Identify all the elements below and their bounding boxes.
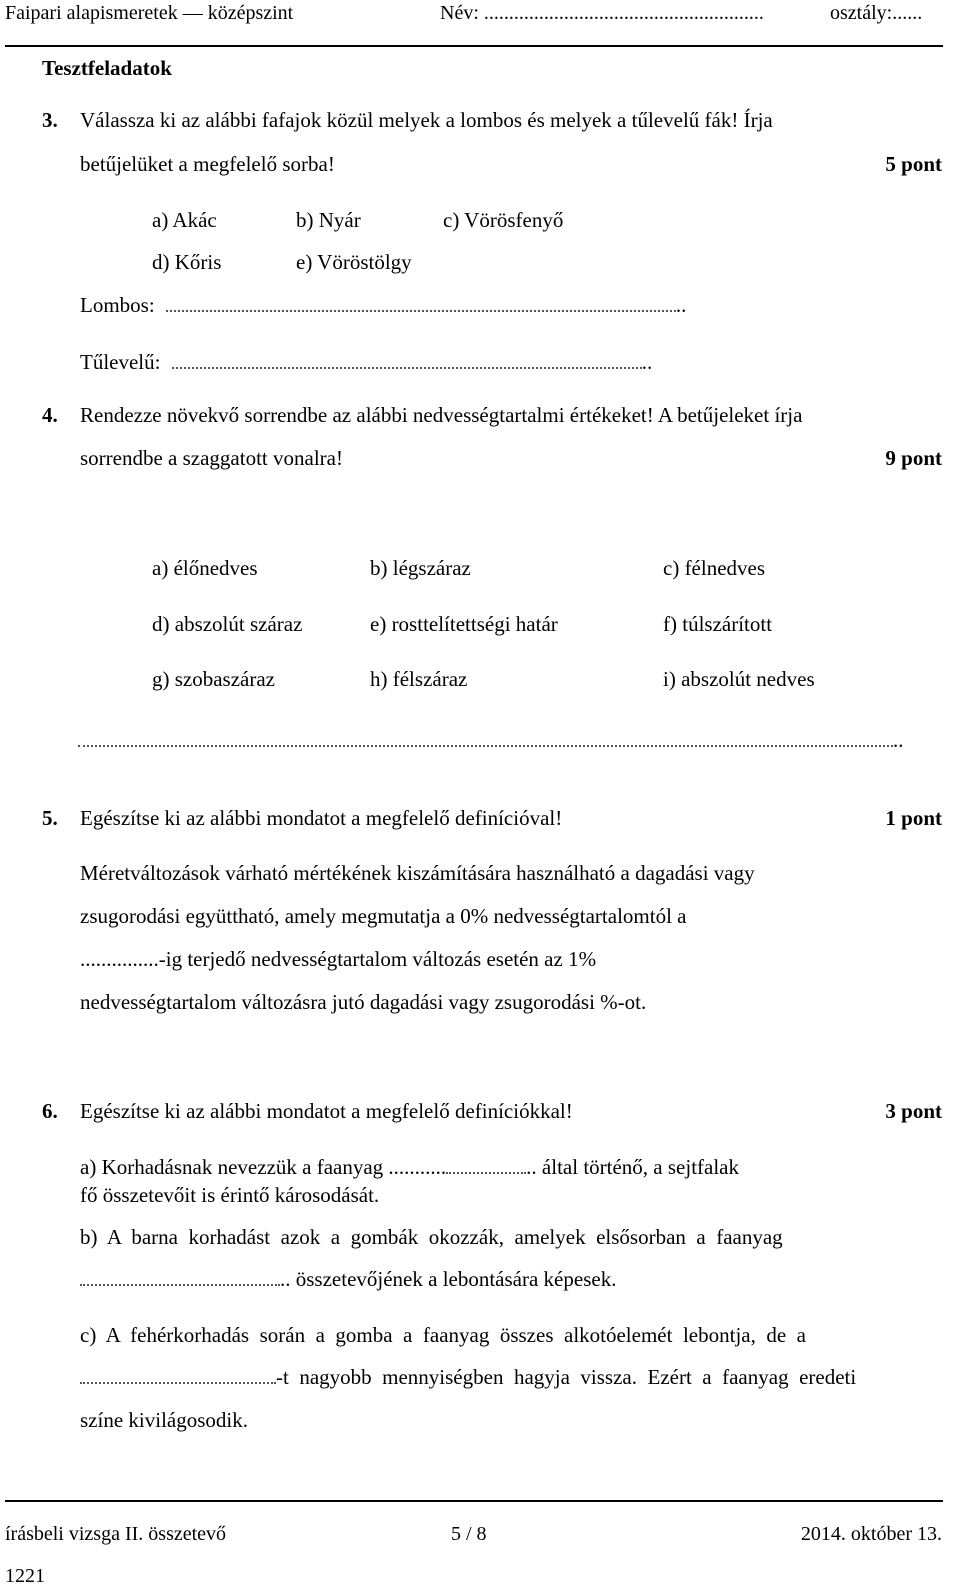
- q4-text-line1: Rendezze növekvő sorrendbe az alábbi nedvességtartalmi értékeket! A betűjeleket írja: [80, 403, 803, 427]
- section-title: Tesztfeladatok: [42, 56, 172, 80]
- q4-option-b: b) légszáraz: [370, 556, 471, 580]
- q5-body-line3[interactable]: ...............-ig terjedő nedvességtartalom változás esetén az 1%: [80, 947, 597, 971]
- q3-tuleveluk-blank[interactable]: [172, 366, 642, 369]
- q3-lombos-blank[interactable]: [166, 309, 676, 312]
- q5-points: 1 pont: [885, 806, 942, 830]
- q6-number: 6.: [42, 1099, 58, 1123]
- q5-body-line2: zsugorodási együttható, amely megmutatja a 0% nedvességtartalomtól a: [80, 904, 687, 928]
- q5-number: 5.: [42, 806, 58, 830]
- q4-answer-row[interactable]: [78, 730, 904, 751]
- q3-option-d: d) Kőris: [152, 250, 222, 274]
- q6-c-blank[interactable]: [80, 1381, 276, 1384]
- q4-option-i: i) abszolút nedves: [663, 667, 815, 691]
- q6-a-end: .. által történő, a sejtfalak: [526, 1155, 740, 1179]
- q3-lombos-row[interactable]: [80, 295, 686, 316]
- footer-rule: [5, 1500, 943, 1502]
- q4-points: 9 pont: [885, 446, 942, 470]
- q4-answer-blank[interactable]: [78, 744, 893, 747]
- q6-b-line2[interactable]: [80, 1269, 616, 1290]
- q6-b-end: .. összetevőjének a lebontására képesek.: [280, 1267, 617, 1291]
- q6-points: 3 pont: [885, 1099, 942, 1123]
- q3-lombos-label: Lombos:: [80, 293, 155, 317]
- q6-c-end: -t nagyobb mennyiségben hagyja vissza. Ezért a faanyag eredeti: [276, 1365, 857, 1389]
- q5-body-line4: nedvességtartalom változásra jutó dagadási vagy zsugorodási %-ot.: [80, 990, 647, 1014]
- q6-b-line1: b) A barna korhadást azok a gombák okozzák, amelyek elsősorban a faanyag: [80, 1225, 783, 1249]
- q6-text: Egészítse ki az alábbi mondatot a megfelelő definíciókkal!: [80, 1099, 573, 1123]
- q4-option-h: h) félszáraz: [370, 667, 468, 691]
- q4-number: 4.: [42, 403, 58, 427]
- q6-c-line1: c) A fehérkorhadás során a gomba a faanyag összes alkotóelemét lebontja, de a: [80, 1323, 806, 1347]
- q3-tuleveluk-label: Tűlevelű:: [80, 350, 161, 374]
- q4-option-c: c) félnedves: [663, 556, 766, 580]
- q6-a-blank[interactable]: ...........: [388, 1155, 447, 1179]
- q3-tuleveluk-row[interactable]: [80, 352, 652, 373]
- q4-dots-end: ..: [893, 728, 904, 752]
- q3-points: 5 pont: [885, 152, 942, 176]
- footer-code: 1221: [5, 1565, 45, 1587]
- footer-left: írásbeli vizsga II. összetevő: [5, 1523, 227, 1545]
- q5-body-line1: Méretváltozások várható mértékének kiszámítására használható a dagadási vagy: [80, 861, 755, 885]
- q6-c-line3: színe kivilágosodik.: [80, 1408, 248, 1432]
- q4-option-e: e) rosttelítettségi határ: [370, 612, 558, 636]
- header-subject: Faipari alapismeretek — középszint: [5, 2, 294, 24]
- q4-option-g: g) szobaszáraz: [152, 667, 276, 691]
- q3-lombos-dots-end: ..: [675, 293, 687, 317]
- q6-c-line2[interactable]: [80, 1367, 856, 1388]
- q6-a-blank-dots[interactable]: [446, 1171, 526, 1174]
- q4-option-f: f) túlszárított: [663, 612, 773, 636]
- q6-b-blank[interactable]: [80, 1283, 280, 1286]
- footer-page-number: 5 / 8: [451, 1523, 487, 1545]
- q3-option-c: c) Vörösfenyő: [443, 208, 564, 232]
- q3-number: 3.: [42, 108, 58, 132]
- q3-text-line2: betűjelüket a megfelelő sorba!: [80, 152, 335, 176]
- q6-a-line2: fő összetevőit is érintő károsodását.: [80, 1183, 380, 1207]
- q3-tuleveluk-dots-end: ..: [641, 350, 653, 374]
- header-name-field: Név: ........................................................: [440, 2, 764, 24]
- q6-a-line1[interactable]: [80, 1157, 739, 1178]
- q3-option-e: e) Vöröstölgy: [296, 250, 412, 274]
- q3-option-a: a) Akác: [152, 208, 217, 232]
- header-class-field: osztály:......: [830, 2, 923, 24]
- q4-text-line2: sorrendbe a szaggatott vonalra!: [80, 446, 343, 470]
- q4-option-a: a) élőnedves: [152, 556, 258, 580]
- q3-option-b: b) Nyár: [296, 208, 361, 232]
- header-rule: [5, 45, 943, 47]
- q4-option-d: d) abszolút száraz: [152, 612, 303, 636]
- footer-date: 2014. október 13.: [800, 1523, 942, 1545]
- q6-a-start: a) Korhadásnak nevezzük a faanyag: [80, 1155, 384, 1179]
- q3-text-line1: Válassza ki az alábbi fafajok közül melyek a lombos és melyek a tűlevelű fák! Írja: [80, 108, 773, 132]
- q5-text: Egészítse ki az alábbi mondatot a megfelelő definícióval!: [80, 806, 563, 830]
